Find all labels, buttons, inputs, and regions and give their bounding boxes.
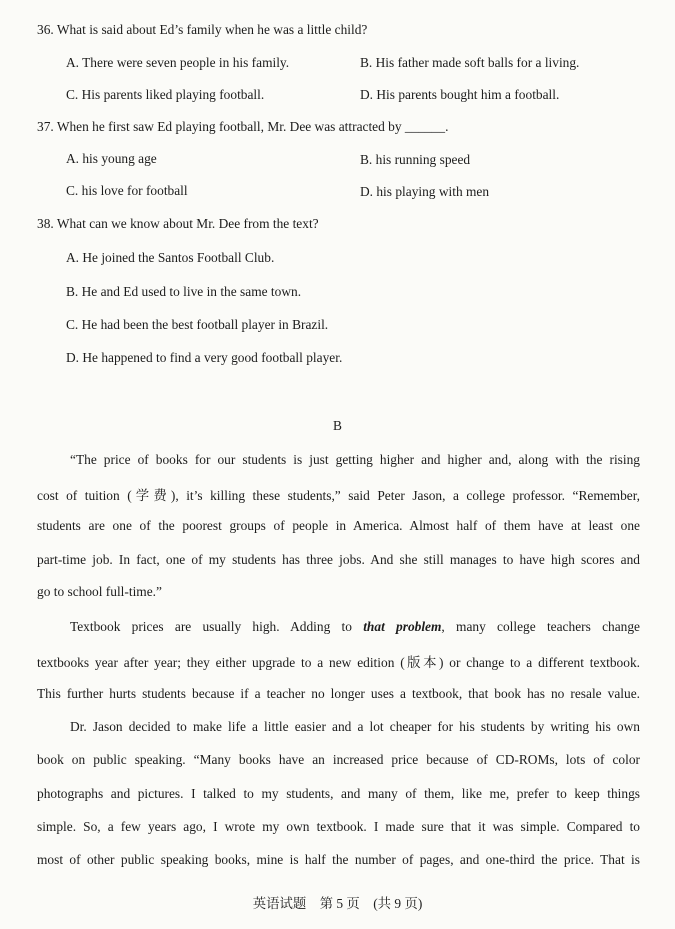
question-37-option-b: B. his running speed — [360, 152, 471, 167]
question-36-option-d: D. His parents bought him a football. — [360, 87, 560, 102]
question-38-option-d: D. He happened to find a very good football player. — [66, 350, 343, 365]
question-38-option-a: A. He joined the Santos Football Club. — [66, 250, 275, 265]
passage-p1-line-1: “The price of books for our students is just getting higher and higher and, along with the rising — [70, 452, 640, 467]
passage-p1-line-2: cost of tuition (学费), it’s killing these students,” said Peter Jason, a college professor. “Remember, — [37, 488, 640, 503]
question-38-stem: 38. What can we know about Mr. Dee from the text? — [37, 216, 319, 231]
passage-p3-line-5: most of other public speaking books, mine is half the number of pages, and one-third the price. That is — [37, 852, 640, 867]
section-heading-b: B — [333, 418, 342, 433]
question-38-option-c: C. He had been the best football player in Brazil. — [66, 317, 329, 332]
question-36-stem: 36. What is said about Ed’s family when he was a little child? — [37, 22, 368, 37]
passage-p1-line-3: students are one of the poorest groups of people in America. Almost half of them have at least one — [37, 518, 640, 533]
emphasis-that-problem: that problem — [363, 619, 442, 634]
passage-p2-line-2: textbooks year after year; they either upgrade to a new edition (版本) or change to a different textbook. — [37, 655, 640, 670]
passage-p1-line-5: go to school full-time.” — [37, 584, 162, 599]
question-37-option-a: A. his young age — [66, 151, 157, 166]
passage-p3-line-1: Dr. Jason decided to make life a little easier and a lot cheaper for his students by writing his own — [70, 719, 640, 734]
question-36-option-a: A. There were seven people in his family. — [66, 55, 290, 70]
passage-p3-line-3: photographs and pictures. I talked to my students, and many of them, like me, prefer to keep things — [37, 786, 640, 801]
passage-p1-line-4: part-time job. In fact, one of my students has three jobs. And she still manages to have high scores and — [37, 552, 640, 567]
passage-p3-line-4: simple. So, a few years ago, I wrote my own textbook. I made sure that it was simple. Compared to — [37, 819, 640, 834]
passage-p2-text: , many college teachers change — [441, 619, 640, 634]
question-37-option-c: C. his love for football — [66, 183, 188, 198]
page-footer: 英语试题 第 5 页 (共 9 页) — [252, 896, 423, 911]
question-38-option-b: B. He and Ed used to live in the same town. — [66, 284, 302, 299]
question-36-option-b: B. His father made soft balls for a living. — [360, 55, 580, 70]
passage-p2-line-3: This further hurts students because if a teacher no longer uses a textbook, that book has no resale value. — [37, 686, 640, 701]
passage-p2-text: Textbook prices are usually high. Adding to — [70, 619, 364, 634]
passage-p3-line-2: book on public speaking. “Many books have an increased price because of CD-ROMs, lots of color — [37, 752, 640, 767]
question-37-option-d: D. his playing with men — [360, 184, 490, 199]
question-36-option-c: C. His parents liked playing football. — [66, 87, 265, 102]
passage-p2-line-1 — [70, 619, 640, 635]
question-37-stem: 37. When he first saw Ed playing football, Mr. Dee was attracted by ______. — [37, 119, 449, 134]
